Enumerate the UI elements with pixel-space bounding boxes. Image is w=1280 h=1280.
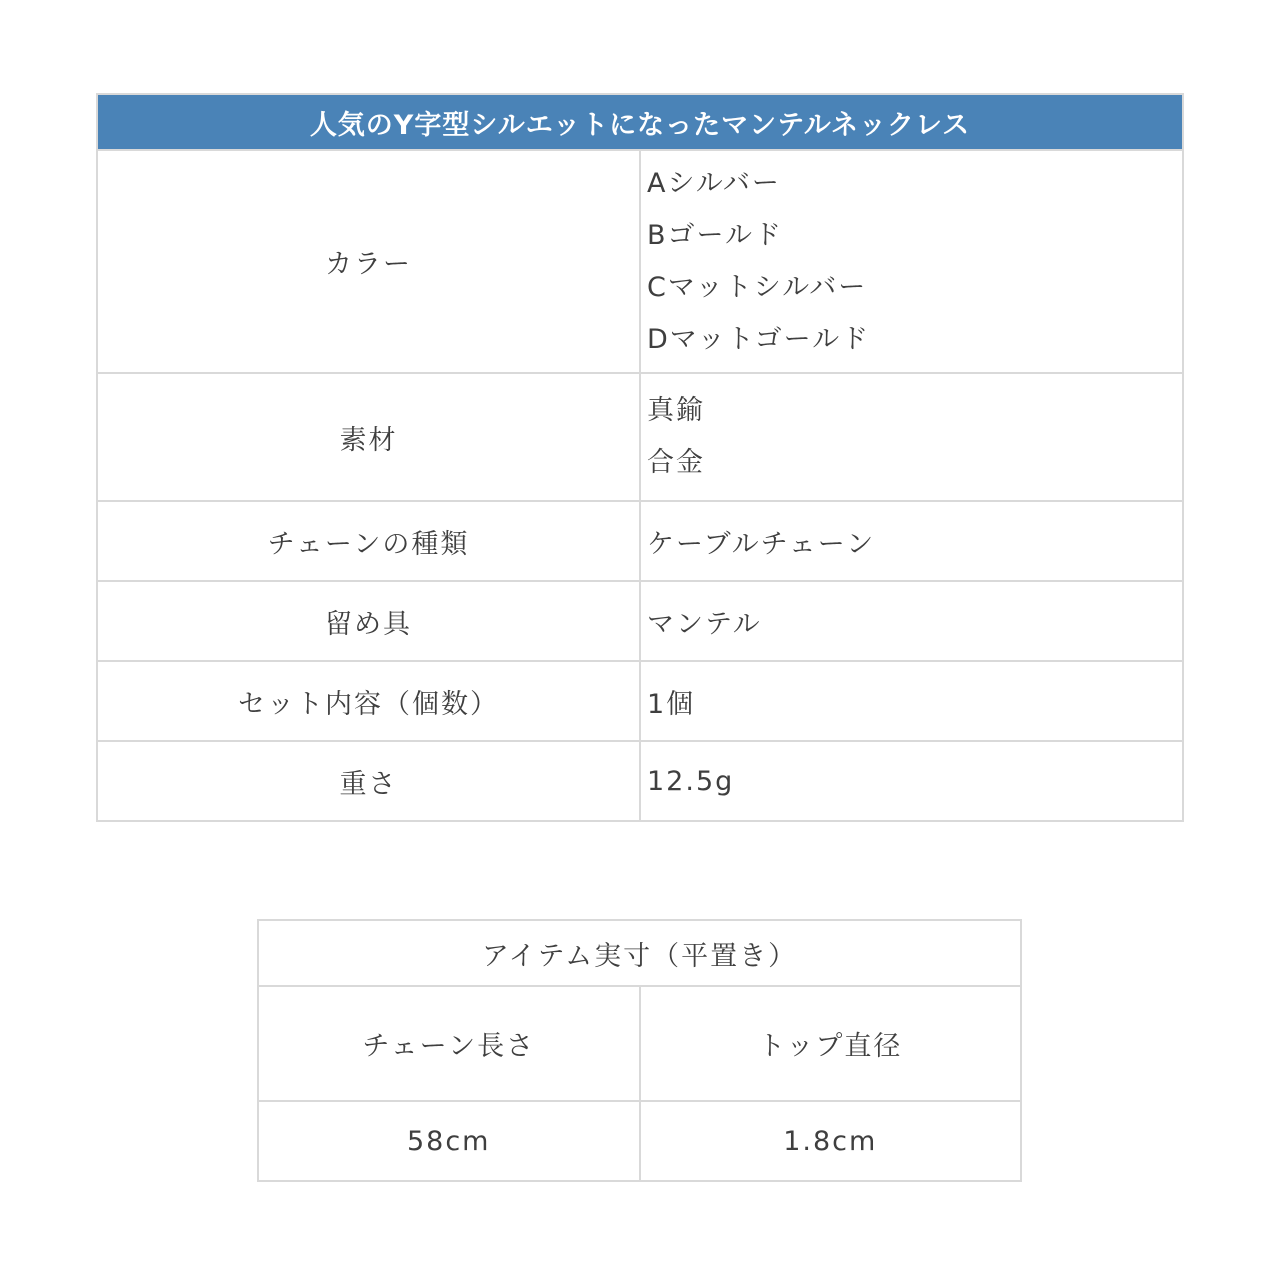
spec-value-clasp: マンテル bbox=[640, 581, 1183, 661]
size-table-title: アイテム実寸（平置き） bbox=[258, 920, 1021, 986]
spec-value-chain-type: ケーブルチェーン bbox=[640, 501, 1183, 581]
material-brass: 真鍮 bbox=[647, 395, 705, 426]
size-value-top-diameter: 1.8cm bbox=[640, 1101, 1022, 1181]
spec-row-chain-type bbox=[97, 501, 1183, 581]
spec-label-material: 素材 bbox=[97, 373, 640, 501]
spec-value-material bbox=[640, 373, 1183, 501]
spec-table-title: 人気のY字型シルエットになったマンテルネックレス bbox=[97, 94, 1183, 150]
spec-value-set-contents: 1個 bbox=[640, 661, 1183, 741]
size-table bbox=[257, 919, 1022, 1182]
spec-label-chain-type: チェーンの種類 bbox=[97, 501, 640, 581]
spec-row-color bbox=[97, 150, 1183, 373]
spec-label-clasp: 留め具 bbox=[97, 581, 640, 661]
size-value-chain-length: 58cm bbox=[258, 1101, 640, 1181]
spec-label-weight: 重さ bbox=[97, 741, 640, 821]
spec-value-weight: 12.5g bbox=[640, 741, 1183, 821]
color-option-c: Cマットシルバー bbox=[647, 271, 868, 303]
spec-row-clasp bbox=[97, 581, 1183, 661]
spec-label-color: カラー bbox=[97, 150, 640, 373]
spec-row-material bbox=[97, 373, 1183, 501]
color-option-d: Dマットゴールド bbox=[647, 323, 871, 355]
spec-label-set-contents: セット内容（個数） bbox=[97, 661, 640, 741]
spec-row-weight bbox=[97, 741, 1183, 821]
spec-row-set-contents bbox=[97, 661, 1183, 741]
spec-value-color bbox=[640, 150, 1183, 373]
size-header-top-diameter: トップ直径 bbox=[640, 986, 1022, 1101]
spec-table bbox=[96, 93, 1184, 822]
color-option-a: Aシルバー bbox=[647, 167, 781, 199]
size-header-chain-length: チェーン長さ bbox=[258, 986, 640, 1101]
material-alloy: 合金 bbox=[647, 447, 705, 478]
color-option-b: Bゴールド bbox=[647, 219, 783, 251]
